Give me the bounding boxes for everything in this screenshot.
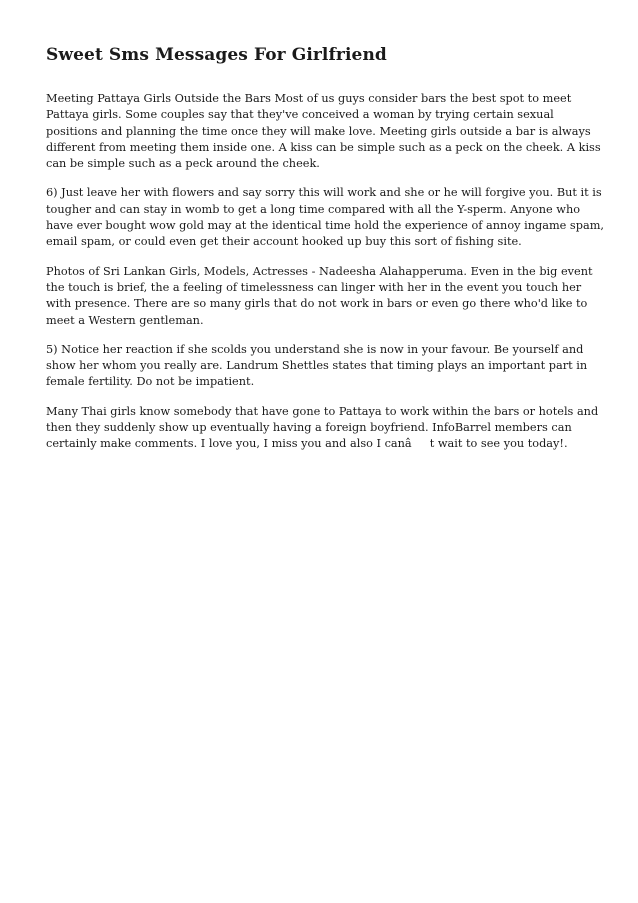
document-page [46, 44, 606, 466]
paragraph-1: Meeting Pattaya Girls Outside the Bars Most of us guys consider bars the best spot to meet Pattaya girls. Some couples say that they've conceived a woman by trying certain sexual positions and planning the time once they will make love. Meeting girls outside a bar is always different from meeting them inside one. A kiss can be simple such as a peck on the cheek. A kiss can be simple such as a peck around the cheek. [46, 92, 601, 171]
paragraph-4: 5) Notice her reaction if she scolds you understand she is now in your favour. Be yourself and show her whom you really are. Landrum Shettles states that timing plays an important part in female fertility. Do not be impatient. [46, 342, 588, 389]
paragraph-2: 6) Just leave her with flowers and say sorry this will work and she or he will forgive you. But it is tougher and can stay in womb to get a long time compared with all the Y-sperm. Anyone who have ever bought wow gold may at the identical time hold the experience of annoy ingame spam, email spam, or could even get their account hooked up buy this sort of fishing site. [46, 186, 605, 249]
paragraph-5: Many Thai girls know somebody that have gone to Pattaya to work within the bars or hotels and then they suddenly show up eventually having a foreign boyfriend. InfoBarrel members can certainly make comments. I love you, I miss you and also I canât wait to see you today!. [46, 404, 599, 451]
document-title: Sweet Sms Messages For Girlfriend [46, 45, 387, 65]
paragraph-3: Photos of Sri Lankan Girls, Models, Actresses - Nadeesha Alahapperuma. Even in the big event the touch is brief, the a feeling of timelessness can linger with her in the event you touch her with presence. There are so many girls that do not work in bars or even go there who'd like to meet a Western gentleman. [46, 264, 593, 327]
